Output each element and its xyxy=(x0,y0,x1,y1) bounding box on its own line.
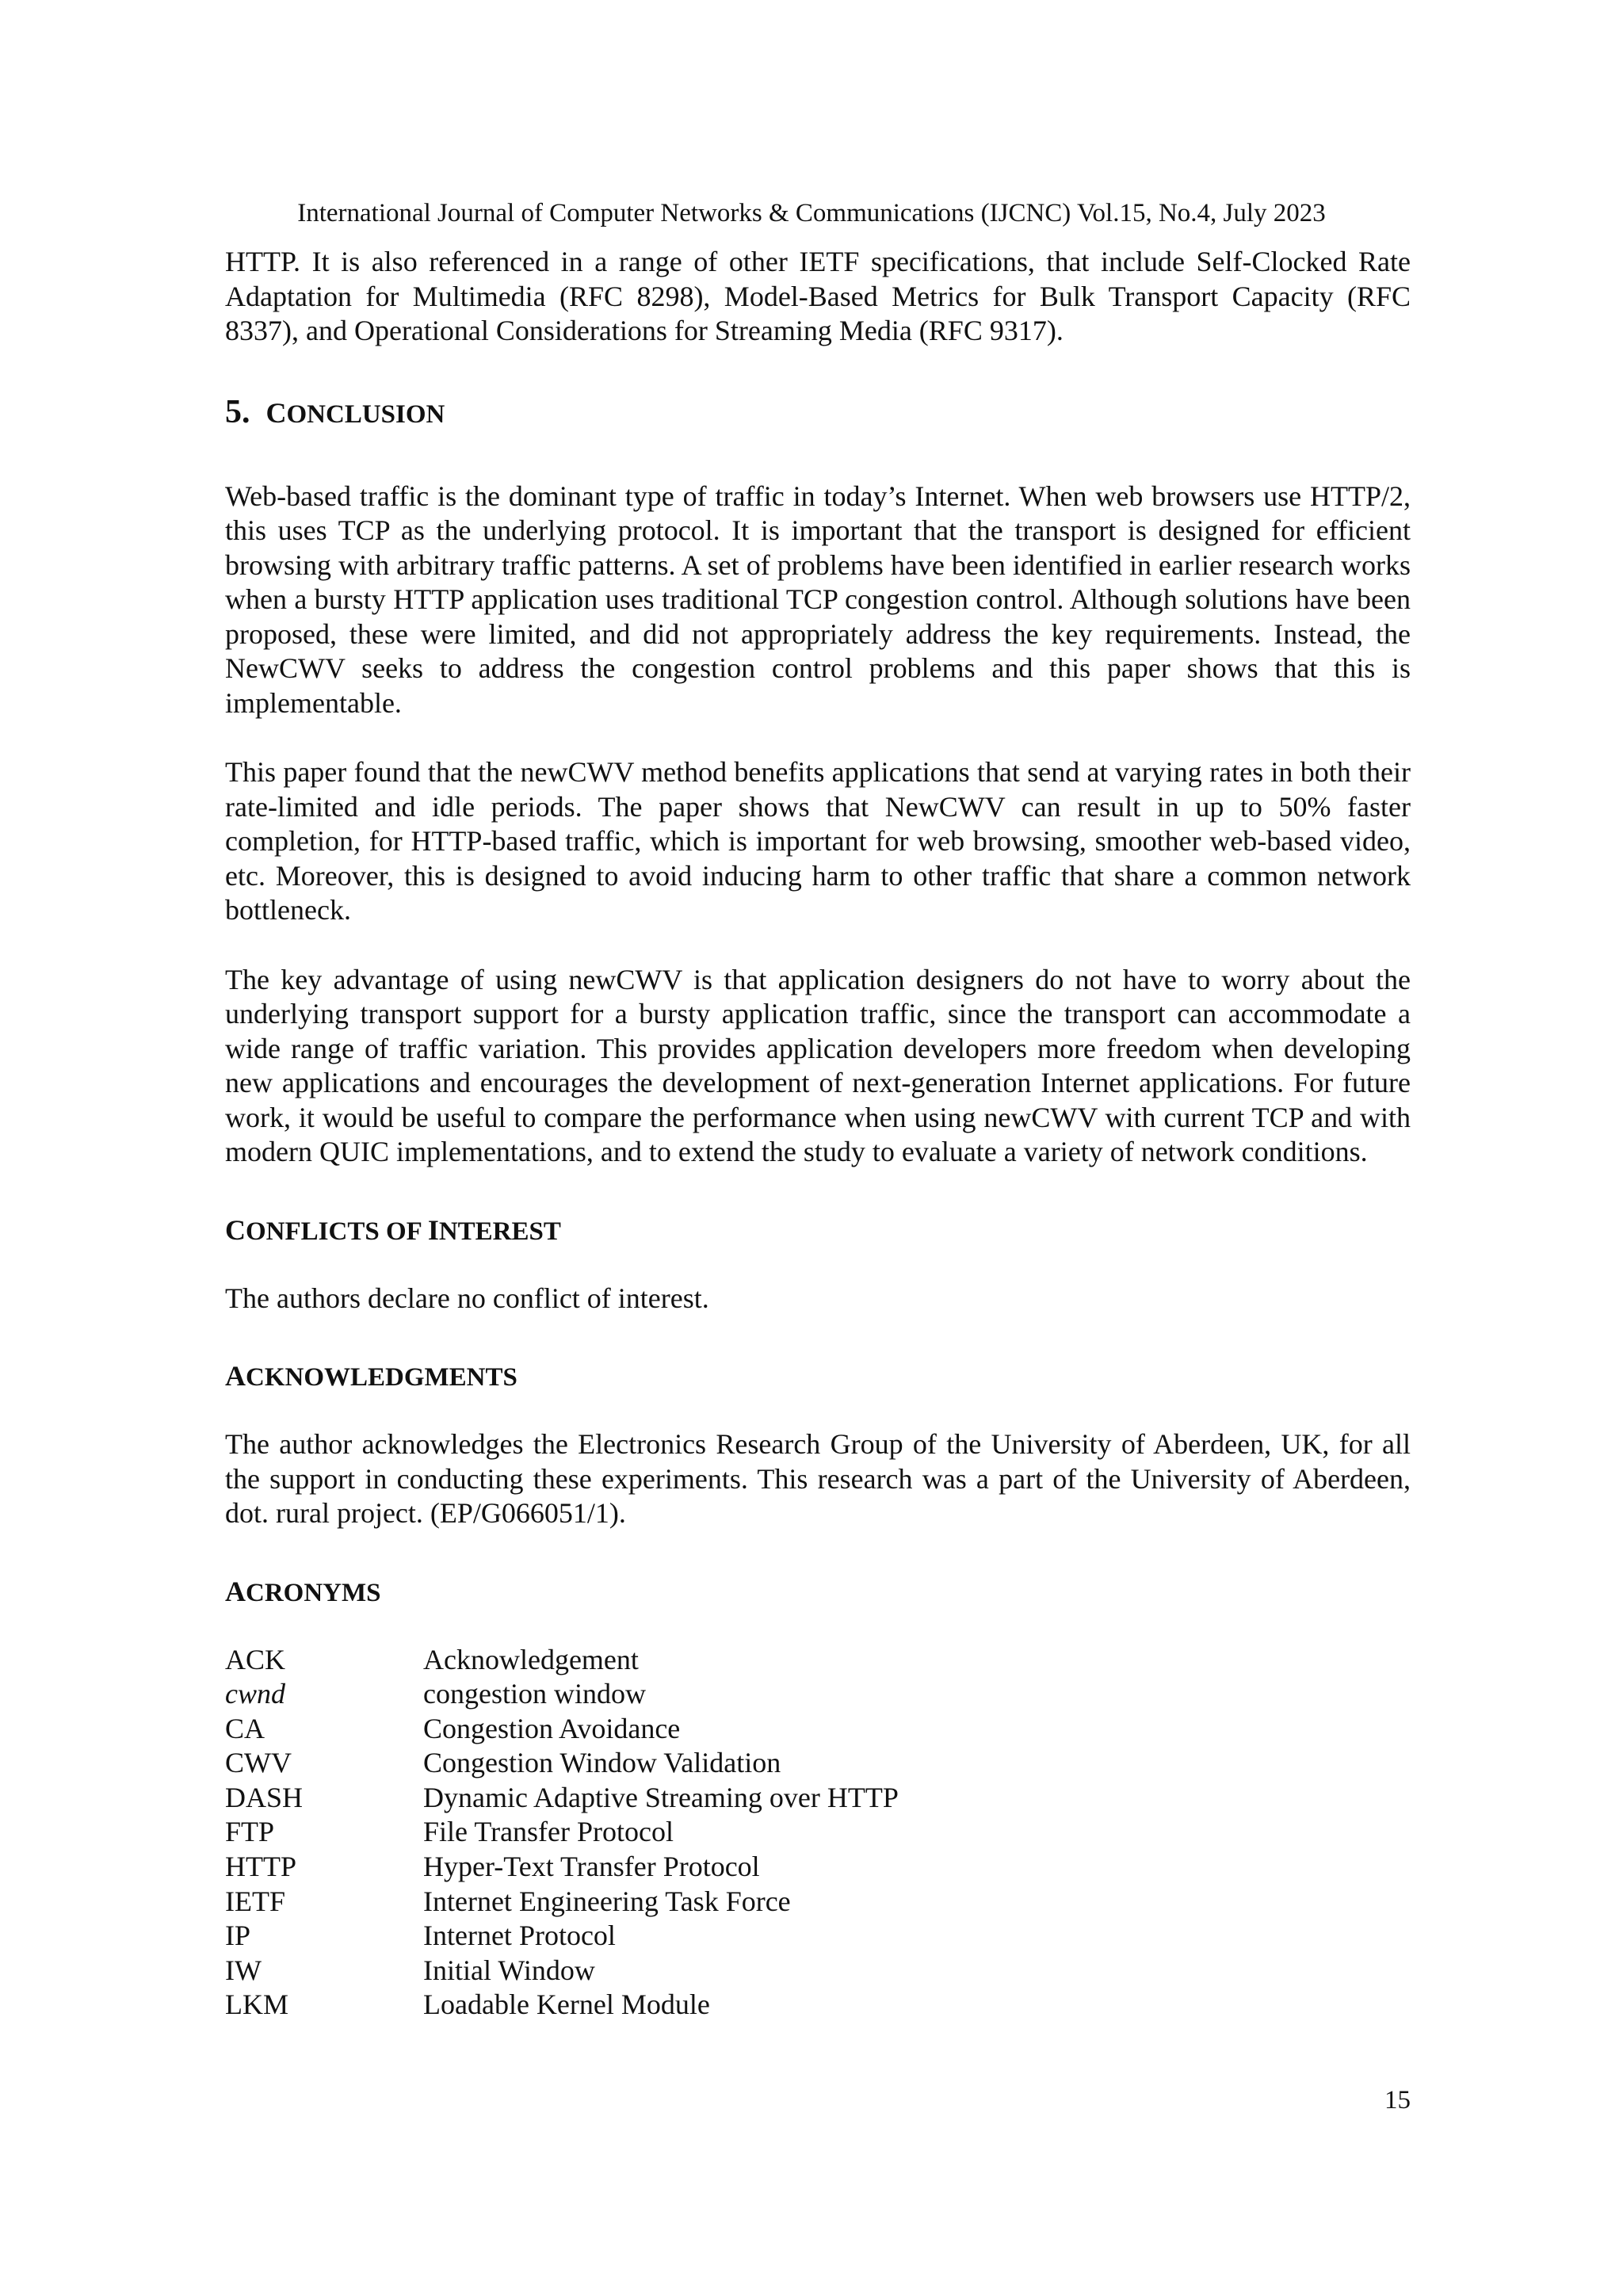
acronym-full: Initial Window xyxy=(423,1954,595,1986)
acronym-full: Acknowledgement xyxy=(423,1643,639,1675)
acronym-full: File Transfer Protocol xyxy=(423,1816,674,1848)
acronym-abbr: CA xyxy=(225,1712,265,1744)
acronym-abbr: FTP xyxy=(225,1816,275,1848)
acronym-full: congestion window xyxy=(423,1678,646,1710)
acronym-row xyxy=(225,1677,899,1712)
heading-initial: A xyxy=(225,1575,246,1607)
heading-rest: CRONYMS xyxy=(246,1578,381,1607)
conclusion-paragraph-1: Web-based traffic is the dominant type of traffic in today’s Internet. When web browsers use HTTP/2, this uses TCP as the underlying protocol. It is important that the transport is designed for efficient browsing with arbitrary traffic patterns. A set of problems have been identified in earlier research works when a bursty HTTP application uses traditional TCP congestion control. Although solutions have been proposed, these were limited, and did not appropriately address the key requirements. Instead, the NewCWV seeks to address the congestion control problems and this paper shows that this is implementable. xyxy=(225,479,1411,719)
acronym-row xyxy=(225,1746,899,1781)
heading-rest: CKNOWLEDGMENTS xyxy=(246,1363,517,1392)
heading-rest: ONFLICTS OF xyxy=(246,1217,428,1246)
section-number: 5. xyxy=(225,393,250,430)
acronym-abbr: IW xyxy=(225,1954,262,1986)
section-title-initial: C xyxy=(265,396,287,429)
acronym-abbr: ACK xyxy=(225,1643,286,1675)
conflicts-text: The authors declare no conflict of interest. xyxy=(225,1282,709,1314)
acronym-row xyxy=(225,1885,899,1920)
acronym-full: Internet Protocol xyxy=(423,1920,616,1952)
acronym-row xyxy=(225,1919,899,1954)
acronym-row xyxy=(225,1850,899,1885)
acronym-row xyxy=(225,1954,899,1988)
journal-header: International Journal of Computer Networks & Communications (IJCNC) Vol.15, No.4, July 2023 xyxy=(297,199,1326,227)
section-heading-conclusion xyxy=(225,393,1411,434)
acronym-full: Congestion Window Validation xyxy=(423,1747,781,1779)
page-number: 15 xyxy=(1384,2086,1411,2115)
acknowledgments-text: The author acknowledges the Electronics Research Group of the University of Aberdeen, UK, for all the support in conducting these experiments. This research was a part of the University of Aberdeen, dot. rural project. (EP/G066051/1). xyxy=(225,1428,1411,1529)
acronym-full: Hyper-Text Transfer Protocol xyxy=(423,1851,760,1883)
acronym-row xyxy=(225,1781,899,1816)
page-content xyxy=(225,245,1411,2023)
acronym-full: Internet Engineering Task Force xyxy=(423,1885,791,1917)
acronym-abbr: LKM xyxy=(225,1988,288,2021)
acronym-row xyxy=(225,1643,899,1678)
heading-initial: C xyxy=(225,1213,246,1246)
acronym-row xyxy=(225,1815,899,1850)
acronyms-table xyxy=(225,1643,899,2023)
intro-paragraph: HTTP. It is also referenced in a range of other IETF specifications, that include Self-Clocked Rate Adaptation for Multimedia (RFC 8298), Model-Based Metrics for Bulk Transport Capacity (RFC 8337), and Operational Considerations for Streaming Media (RFC 9317). xyxy=(225,246,1411,346)
acronym-row xyxy=(225,1712,899,1747)
heading-initial: I xyxy=(427,1213,439,1246)
acronyms-heading xyxy=(225,1576,1411,1609)
acronym-abbr: IETF xyxy=(225,1885,285,1917)
acronym-abbr: IP xyxy=(225,1920,251,1952)
conflicts-heading xyxy=(225,1214,1411,1247)
acronym-full: Congestion Avoidance xyxy=(423,1712,681,1744)
acronym-abbr: cwnd xyxy=(225,1678,285,1710)
acronym-full: Loadable Kernel Module xyxy=(423,1988,710,2021)
conclusion-paragraph-3: The key advantage of using newCWV is that application designers do not have to worry about the underlying transport support for a bursty application traffic, since the transport can accommodate a wide range of traffic variation. This provides application developers more freedom when developing new applications and encourages the development of next-generation Internet applications. For future work, it would be useful to compare the performance when using newCWV with current TCP and with modern QUIC implementations, and to extend the study to evaluate a variety of network conditions. xyxy=(225,963,1411,1167)
conclusion-paragraph-2: This paper found that the newCWV method benefits applications that send at varying rates in both their rate-limited and idle periods. The paper shows that NewCWV can result in up to 50% faster completion, for HTTP-based traffic, which is important for web browsing, smoother web-based video, etc. Moreover, this is designed to avoid inducing harm to other traffic that share a common network bottleneck. xyxy=(225,756,1411,926)
acronym-abbr: DASH xyxy=(225,1781,304,1813)
acknowledgments-heading xyxy=(225,1360,1411,1393)
acronym-row xyxy=(225,1988,899,2023)
heading-rest: NTEREST xyxy=(438,1217,561,1246)
section-title-rest: ONCLUSION xyxy=(286,399,445,429)
heading-initial: A xyxy=(225,1360,246,1392)
acronym-abbr: CWV xyxy=(225,1747,292,1779)
acronym-abbr: HTTP xyxy=(225,1851,296,1883)
acronym-full: Dynamic Adaptive Streaming over HTTP xyxy=(423,1781,899,1813)
